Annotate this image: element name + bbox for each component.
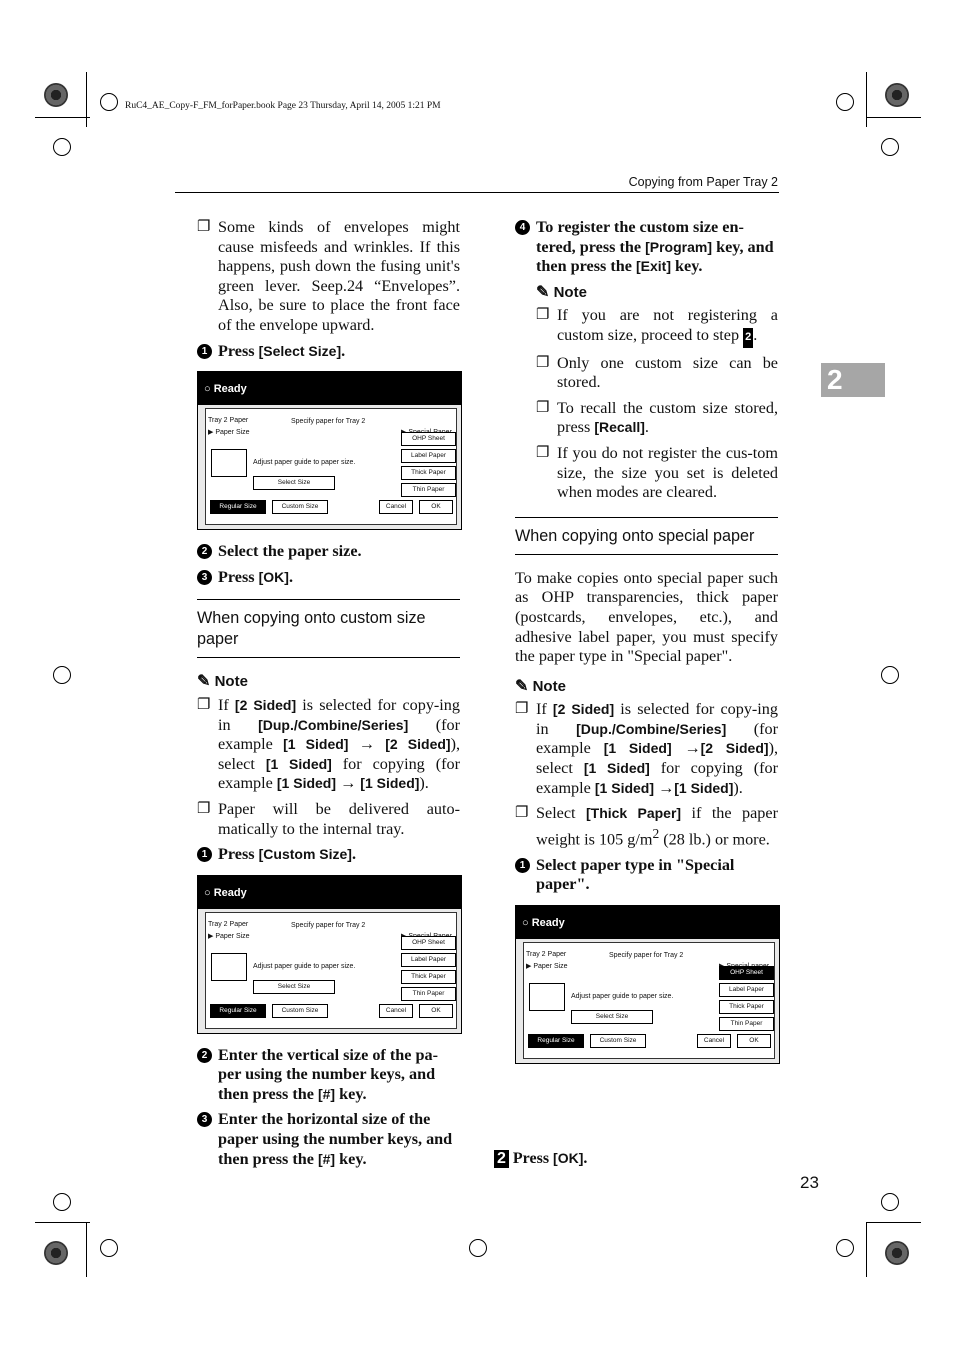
paper-tray-icon (529, 983, 565, 1011)
checkbox-bullet-icon: ❐ (536, 307, 550, 324)
ok-button[interactable]: OK (737, 1034, 771, 1048)
step-number-badge: 2 (494, 1150, 509, 1168)
note-heading: ✎ Note (536, 283, 587, 301)
select-size-button[interactable]: Select Size (571, 1010, 653, 1024)
step-select-paper-type: 1 Select paper type in "Special paper". (515, 856, 778, 895)
note-item: ❐ Select [Thick Paper] if the paper weight is 105 $g/m^2$ (28 lb.) or more. (515, 804, 778, 849)
registration-cross-icon (881, 666, 899, 684)
checkbox-bullet-icon: ❐ (536, 444, 550, 461)
select-size-button[interactable]: Select Size (253, 476, 335, 490)
thick-paper-button[interactable]: Thick Paper (401, 466, 456, 480)
pencil-icon: ✎ (515, 677, 529, 695)
screen-status: ○ Ready (198, 372, 461, 405)
checkbox-bullet-icon: ❐ (515, 701, 529, 718)
registration-cross-icon (881, 138, 899, 156)
regular-size-button[interactable]: Regular Size (210, 1004, 266, 1018)
checkbox-bullet-icon: ❐ (536, 399, 550, 416)
registration-cross-icon (469, 1239, 487, 1257)
note-item: ❐ Only one custom size can be stored. (536, 353, 778, 392)
header-rule (175, 192, 779, 193)
registration-cross-icon (836, 93, 854, 111)
label-paper-button[interactable]: Label Paper (401, 953, 456, 967)
crop-mark (866, 1222, 867, 1277)
step-custom-size: 1 Press [Custom Size]. (197, 845, 460, 865)
note-item: ❐ If you are not registering a custom size, proceed to step 2 . (536, 306, 778, 347)
registration-cross-icon (53, 666, 71, 684)
checkbox-bullet-icon: ❐ (197, 219, 211, 235)
ok-button[interactable]: OK (419, 1004, 453, 1018)
ohp-sheet-button[interactable]: OHP Sheet (401, 432, 456, 446)
step-vertical-size: 2 Enter the vertical size of the pa-per using the number keys, and then press the [#] key. (197, 1046, 460, 1105)
note-heading: ✎ Note (197, 673, 248, 691)
custom-size-button[interactable]: Custom Size (272, 1004, 328, 1018)
checkbox-bullet-icon: ❐ (197, 800, 211, 817)
registration-cross-icon (53, 1193, 71, 1211)
step-press-ok: 3 Press [OK]. (197, 568, 460, 588)
screen-select-size: ○ Ready Tray 2 Paper Specify paper for Tray 2 ▶ Paper Size Adjust paper guide to paper size. OHP Sheet Label Paper Thick Paper Thin Paper Select Size Regular Size Custom Size Cancel OK (197, 371, 462, 530)
custom-size-button[interactable]: Custom Size (590, 1034, 646, 1048)
screen-custom-size: ○ Ready Tray 2 Paper Specify paper for Tray 2 ▶ Paper Size Adjust paper guide to paper size. OHP Sheet Label Paper Thick Paper Thin Paper Select Size Regular Size Custom Size Cancel OK (197, 875, 462, 1034)
note-item: ❐ To recall the custom size stored, press [Recall]. (536, 398, 778, 437)
screen-special-paper: ○ Ready Tray 2 Paper Specify paper for Tray 2 ▶ Paper Size Adjust paper guide to paper size. OHP Sheet Label Paper Thick Paper Thin Paper Select Size Regular Size Custom Size Cancel OK (515, 905, 780, 1064)
cancel-button[interactable]: Cancel (379, 500, 413, 514)
registration-rosette-icon (885, 83, 909, 107)
note-item: ❐ If you do not register the cus-tom size, the size you set is deleted when modes are cleared. (536, 443, 778, 502)
registration-cross-icon (881, 1193, 899, 1211)
ohp-sheet-button[interactable]: OHP Sheet (719, 966, 774, 980)
section-heading-custom: When copying onto custom size paper (197, 599, 460, 658)
registration-cross-icon (100, 1239, 118, 1257)
label-paper-button[interactable]: Label Paper (401, 449, 456, 463)
thick-paper-button[interactable]: Thick Paper (401, 970, 456, 984)
crop-mark (86, 72, 87, 127)
regular-size-button[interactable]: Regular Size (528, 1034, 584, 1048)
thin-paper-button[interactable]: Thin Paper (401, 987, 456, 1001)
paper-tray-icon (211, 449, 247, 477)
screen-status: ○ Ready (198, 876, 461, 909)
checkbox-bullet-icon: ❐ (515, 805, 529, 822)
screen-status: ○ Ready (516, 906, 779, 939)
thin-paper-button[interactable]: Thin Paper (401, 483, 456, 497)
step-press-ok-final: 2 Press [OK]. (494, 1150, 587, 1168)
crop-mark (86, 1222, 87, 1277)
ok-button[interactable]: OK (419, 500, 453, 514)
registration-rosette-icon (44, 1241, 68, 1265)
registration-rosette-icon (44, 83, 68, 107)
crop-mark (35, 117, 90, 118)
checkbox-bullet-icon: ❐ (536, 354, 550, 371)
thin-paper-button[interactable]: Thin Paper (719, 1017, 774, 1031)
thick-paper-button[interactable]: Thick Paper (719, 1000, 774, 1014)
pencil-icon: ✎ (536, 283, 550, 301)
select-size-button[interactable]: Select Size (253, 980, 335, 994)
registration-cross-icon (100, 93, 118, 111)
paper-tray-icon (211, 953, 247, 981)
bullet-envelopes: ❐ Some kinds of envelopes might cause misfeeds and wrinkles. If this happens, push down the fusing unit's green lever. Seep.24 “Envelopes”. Also, be sure to place the front face of the envelope upward. (197, 218, 460, 334)
custom-size-button[interactable]: Custom Size (272, 500, 328, 514)
paragraph-special: To make copies onto special paper such as OHP transparencies, thick paper (postcards, envelopes, etc.), and adhesive label paper, you must specify the paper type in "Special paper". (515, 568, 778, 666)
note-item: ❐ If [2 Sided] is selected for copy-ing in [Dup./Combine/Series] (for example [1 Sided] → [2 Sided]), select [1 Sided] for copying (for example [1 Sided] → [1 Sided]). (197, 695, 461, 793)
regular-size-button[interactable]: Regular Size (210, 500, 266, 514)
step-register-custom: 4 To register the custom size en-tered, press the [Program] key, and then press the [Exit] key. (515, 218, 778, 277)
crop-mark (35, 1222, 90, 1223)
left-column (197, 218, 460, 1175)
registration-rosette-icon (885, 1241, 909, 1265)
step-select-paper: 2 Select the paper size. (197, 542, 460, 562)
cancel-button[interactable]: Cancel (379, 1004, 413, 1018)
page-number: 23 (800, 1173, 819, 1192)
crop-mark (866, 117, 921, 118)
note-item: ❐ If [2 Sided] is selected for copy-ing in [Dup./Combine/Series] (for example [1 Sided] →[2 Sided]), select [1 Sided] for copying (for example [1 Sided] →[1 Sided]). (515, 700, 778, 797)
step-select-size: 1 Press [Select Size]. (197, 342, 460, 362)
checkbox-bullet-icon: ❐ (197, 696, 211, 713)
print-slug: RuC4_AE_Copy-F_FM_forPaper.book Page 23 Thursday, April 14, 2005 1:21 PM (125, 101, 441, 111)
cancel-button[interactable]: Cancel (697, 1034, 731, 1048)
registration-cross-icon (53, 138, 71, 156)
crop-mark (866, 72, 867, 127)
note-heading: ✎ Note (515, 677, 566, 695)
chapter-tab: 2 (821, 363, 885, 397)
ohp-sheet-button[interactable]: OHP Sheet (401, 936, 456, 950)
registration-cross-icon (836, 1239, 854, 1257)
label-paper-button[interactable]: Label Paper (719, 983, 774, 997)
step-ref-badge: 2 (743, 328, 753, 348)
right-column (515, 218, 778, 1076)
note-item: ❐ Paper will be delivered auto-matically to the internal tray. (197, 799, 460, 838)
running-header: Copying from Paper Tray 2 (628, 175, 778, 189)
pencil-icon: ✎ (197, 673, 211, 691)
crop-mark (866, 1222, 921, 1223)
section-heading-special: When copying onto special paper (515, 517, 778, 555)
step-horizontal-size: 3 Enter the horizontal size of the paper using the number keys, and then press the [#] key. (197, 1110, 460, 1169)
